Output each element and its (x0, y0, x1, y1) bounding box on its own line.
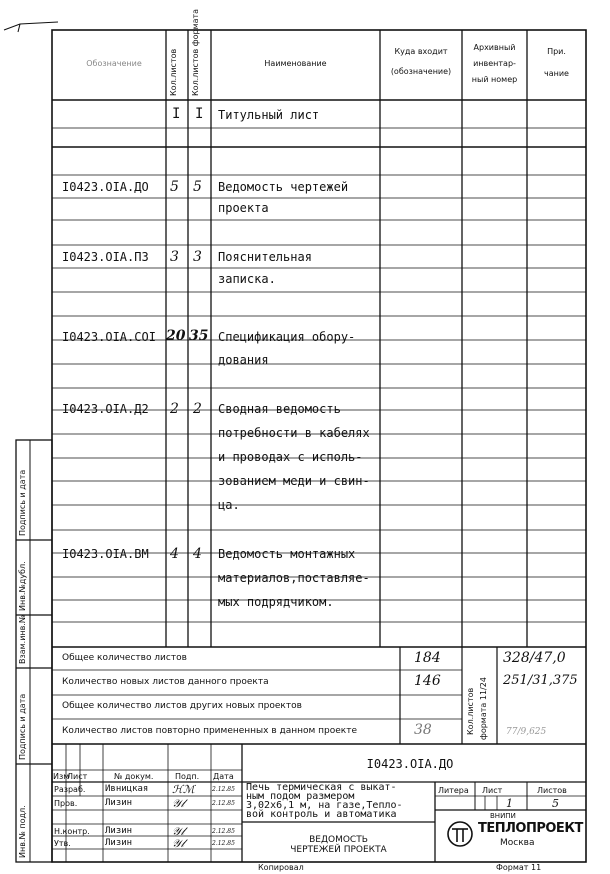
row-5-code: I0423.OIA.Д2 (62, 402, 149, 416)
col-note-header-2: чание (544, 69, 569, 78)
col-note-header-1: При. (547, 47, 566, 56)
total-all-value: 184 (414, 650, 441, 666)
tb-col-sign: Подп. (175, 772, 200, 781)
tb-org-small: ВНИПИ (490, 812, 516, 820)
total-new-label: Количество новых листов данного проекта (62, 677, 269, 687)
tb-list-value: 1 (506, 797, 513, 810)
col-designation-header: Обозначение (86, 59, 142, 68)
tb-project-name-0: Печь термическая с выкат- (246, 782, 397, 793)
tb-sheet-title-1: ЧЕРТЕЖЕЙ ПРОЕКТА (290, 845, 387, 855)
row-3-name-1: записка. (218, 272, 276, 286)
tb-date-0: 2.12.85 (212, 786, 235, 793)
row-2-name-0: Ведомость чертежей (218, 180, 349, 194)
row-5-name-3: зованием меди и свин- (218, 474, 370, 488)
col-sheets-header: Кол.листов (169, 48, 178, 96)
row-6-code: I0423.OIA.BM (62, 547, 149, 561)
tb-role-1: Пров. (54, 799, 78, 808)
total-new-value: 146 (414, 673, 441, 689)
tb-person-1: Лизин (105, 798, 133, 808)
row-5-name-2: и проводах с исполь- (218, 450, 363, 464)
margin-vzam-inv: Взам.инв.№ (18, 614, 27, 664)
tb-sign-0: ℋℳ (172, 783, 195, 796)
total-reused-value: 38 (414, 722, 432, 738)
row-3-sheets: 3 (170, 249, 179, 265)
margin-inv-podl: Инв.№ подл. (18, 805, 27, 858)
row-4-sheets: 20 (166, 328, 186, 344)
tb-col-list: Лист (482, 786, 503, 795)
row-2-sheets-fmt: 5 (193, 179, 202, 195)
tb-person-0: Ивницкая (105, 784, 149, 794)
row-6-sheets: 4 (170, 546, 179, 562)
margin-inv-dubl: Инв.№дубл. (18, 561, 27, 611)
row-1-name-0: Титульный лист (218, 108, 320, 122)
row-6-name-2: мых подрядчиком. (218, 595, 334, 609)
tb-org-name: ТЕПЛОПРОЕКТ (478, 821, 583, 836)
row-4-name-1: дования (218, 353, 269, 367)
tb-listov-value: 5 (552, 797, 559, 810)
tb-role-3: Н.контр. (54, 827, 90, 836)
total-all-label: Общее количество листов (62, 653, 187, 663)
row-3-code: I0423.OIA.ПЗ (62, 250, 149, 264)
row-5-name-4: ца. (218, 498, 240, 512)
total-all-fmt: 328/47,0 (503, 650, 566, 666)
tb-date-4: 2.12.85 (212, 840, 235, 847)
tb-project-name-2: 3,02х6,1 м, на газе,Тепло- (246, 800, 403, 811)
tb-sheet-title-0: ВЕДОМОСТЬ (309, 835, 368, 845)
row-3-name-0: Пояснительная (218, 250, 312, 264)
row-6-sheets-fmt: 4 (193, 546, 202, 562)
footer-format: Формат 11 (496, 863, 542, 872)
tb-sign-3: 𝒴𝓁 (172, 825, 185, 838)
tb-col-listov: Листов (537, 786, 567, 795)
col-name-header: Наименование (264, 59, 327, 68)
org-logo-icon (446, 820, 474, 848)
tb-date-1: 2.12.85 (212, 800, 235, 807)
tb-project-name-1: ным подом размером (246, 791, 355, 802)
tb-role-0: Разраб. (54, 785, 86, 794)
row-5-sheets-fmt: 2 (193, 401, 202, 417)
tb-col-sheet: Лист (67, 772, 88, 781)
row-4-name-0: Спецификация обору- (218, 330, 356, 344)
total-reused-fmt: 77/9,625 (506, 727, 547, 737)
col-where-header-1: Куда входит (394, 47, 448, 56)
tb-date-3: 2.12.85 (212, 828, 235, 835)
title-doc-code: I0423.OIA.ДО (366, 757, 454, 771)
total-reused-label: Количество листов повторно примененных в данном проекте (62, 726, 358, 736)
col-where-header-2: (обозначение) (390, 67, 452, 76)
tb-col-docnum: № докум. (114, 772, 154, 781)
row-1-sheets: I (172, 106, 181, 122)
row-1-sheets-fmt: I (195, 106, 204, 122)
row-4-code: I0423.OIA.COI (62, 330, 156, 344)
tb-col-litera: Литера (438, 786, 469, 795)
footer-copied: Копировал (258, 863, 304, 872)
row-5-name-0: Сводная ведомость (218, 402, 341, 416)
tb-person-3: Лизин (105, 826, 133, 836)
row-2-name-1: проекта (218, 201, 269, 215)
tb-person-4: Лизин (105, 838, 133, 848)
tb-sign-4: 𝒴𝓁 (172, 837, 185, 850)
tb-role-4: Утв. (54, 839, 71, 848)
row-3-sheets-fmt: 3 (193, 249, 202, 265)
col-sheets-format-header: Кол.листов формата (191, 8, 200, 96)
total-new-fmt: 251/31,375 (503, 673, 578, 688)
row-6-name-0: Ведомость монтажных (218, 547, 356, 561)
tb-sign-1: 𝒴𝓁 (172, 797, 185, 810)
row-2-code: I0423.OIA.ДО (62, 180, 149, 194)
tb-col-date: Дата (213, 772, 234, 781)
col-archive-header-1: Архивный (473, 43, 516, 52)
col-archive-header-2: инвентар- (473, 59, 516, 68)
margin-signature-date-2: Подпись и дата (18, 693, 27, 760)
totals-side-label-1: Кол.листов (466, 687, 475, 735)
tb-col-change: Изм (53, 772, 70, 781)
tb-project-name-3: вой контроль и автоматика (246, 809, 397, 820)
total-other-label: Общее количество листов других новых проектов (62, 701, 302, 711)
tb-org-city: Москва (500, 838, 535, 848)
col-archive-header-3: ный номер (471, 75, 518, 84)
margin-signature-date-1: Подпись и дата (18, 469, 27, 536)
row-5-sheets: 2 (170, 401, 179, 417)
totals-side-label-2: формата 11/24 (479, 677, 488, 740)
row-4-sheets-fmt: 35 (189, 328, 209, 344)
row-5-name-1: потребности в кабелях (218, 426, 370, 440)
row-2-sheets: 5 (170, 179, 179, 195)
row-6-name-1: материалов,поставляе- (218, 571, 370, 585)
